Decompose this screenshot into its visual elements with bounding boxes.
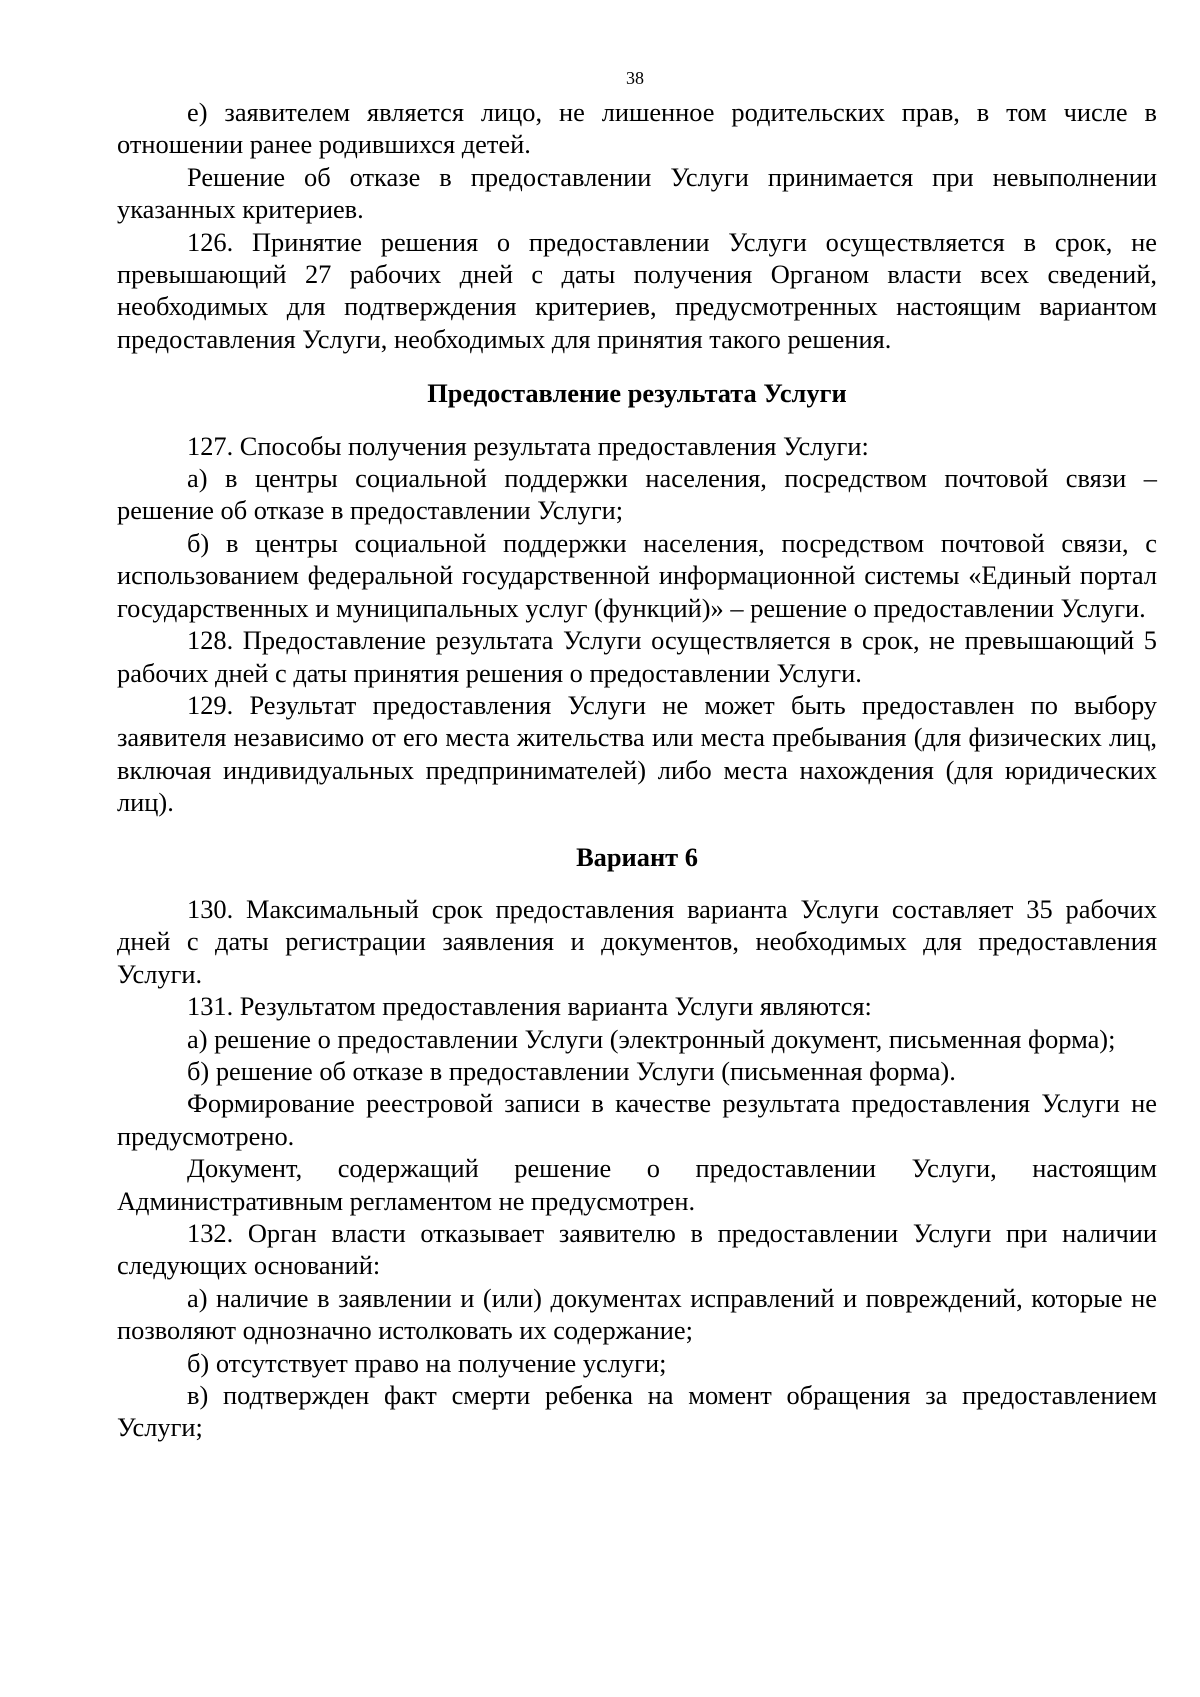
paragraph-127-b: б) в центры социальной поддержки населения, посредством почтовой связи, с использованием федеральной государственной информационной системы «Единый портал государственных и муниципальных услуг (функций)» – решение о предоставлении Услуги.: [117, 527, 1157, 623]
paragraph-131-a: а) решение о предоставлении Услуги (электронный документ, письменная форма);: [187, 1023, 1116, 1054]
paragraph-130: 130. Максимальный срок предоставления варианта Услуги составляет 35 рабочих дней с даты регистрации заявления и документов, необходимых для предоставления Услуги.: [117, 893, 1157, 989]
paragraph-126: 126. Принятие решения о предоставлении Услуги осуществляется в срок, не превышающий 27 рабочих дней с даты получения Органом власти всех сведений, необходимых для подтверждения критериев, предусмотренных настоящим вариантом предоставления Услуги, необходимых для принятия такого решения.: [117, 226, 1157, 354]
paragraph-132-v: в) подтвержден факт смерти ребенка на момент обращения за предоставлением Услуги;: [117, 1380, 1157, 1443]
paragraph-document-decision: Документ, содержащий решение о предоставлении Услуги, настоящим Административным регламентом не предусмотрен.: [117, 1153, 1157, 1216]
paragraph-132-b: б) отсутствует право на получение услуги;: [187, 1347, 667, 1378]
paragraph-131: 131. Результатом предоставления варианта Услуги являются:: [187, 991, 872, 1022]
paragraph-registry-record: Формирование реестровой записи в качестве результата предоставления Услуги не предусмотрено.: [117, 1088, 1157, 1151]
paragraph-127: 127. Способы получения результата предоставления Услуги:: [187, 430, 869, 461]
paragraph-132-a: а) наличие в заявлении и (или) документах исправлений и повреждений, которые не позволяют однозначно истолковать их содержание;: [117, 1282, 1157, 1346]
paragraph-127-a: а) в центры социальной поддержки населения, посредством почтовой связи – решение об отказе в предоставлении Услуги;: [117, 463, 1157, 526]
section-heading-result: Предоставление результата Услуги: [427, 378, 847, 409]
paragraph-132: 132. Орган власти отказывает заявителю в предоставлении Услуги при наличии следующих оснований:: [117, 1218, 1157, 1281]
section-heading-variant-6: Вариант 6: [576, 841, 698, 872]
paragraph-131-b: б) решение об отказе в предоставлении Услуги (письменная форма).: [187, 1055, 956, 1086]
document-body: [117, 96, 1157, 1444]
paragraph-refusal-decision: Решение об отказе в предоставлении Услуги принимается при невыполнении указанных критериев.: [117, 161, 1157, 225]
paragraph-e-criterion: е) заявителем является лицо, не лишенное родительских прав, в том числе в отношении ранее родившихся детей.: [117, 97, 1157, 160]
paragraph-129: 129. Результат предоставления Услуги не может быть предоставлен по выбору заявителя независимо от его места жительства или места пребывания (для физических лиц, включая индивидуальных предпринимателей) либо места нахождения (для юридических лиц).: [117, 689, 1157, 818]
paragraph-128: 128. Предоставление результата Услуги осуществляется в срок, не превышающий 5 рабочих дней с даты принятия решения о предоставлении Услуги.: [117, 625, 1157, 688]
page-number: 38: [626, 68, 644, 88]
